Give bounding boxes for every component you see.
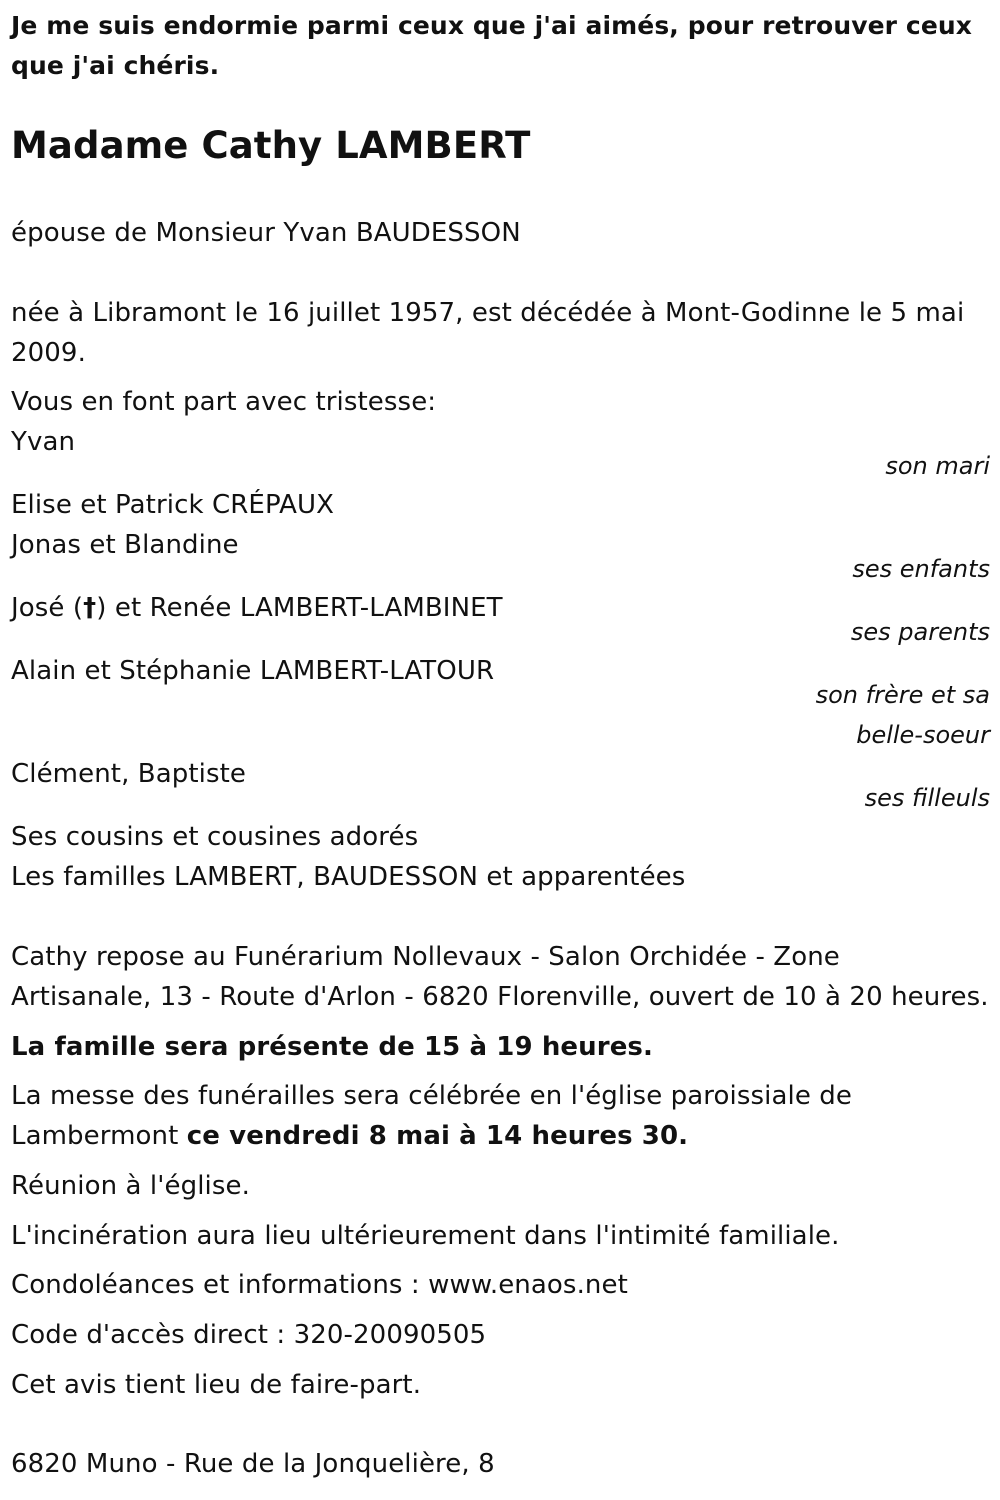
family-children-relation: ses enfants — [852, 555, 990, 583]
deceased-name: Madame Cathy LAMBERT — [11, 124, 531, 167]
mass-date-time: ce vendredi 8 mai à 14 heures 30. — [186, 1121, 689, 1151]
address-line: 6820 Muno - Rue de la Jonquelière, 8 — [11, 1449, 495, 1479]
rest-line-1: Cathy repose au Funérarium Nollevaux - Salon Orchidée - Zone — [11, 942, 840, 972]
family-godchildren-relation: ses filleuls — [864, 784, 990, 812]
family-husband-relation: son mari — [885, 452, 990, 480]
family-cousins: Ses cousins et cousines adorés — [11, 822, 419, 852]
mass-line-2 — [11, 1116, 688, 1156]
condolences-line: Condoléances et informations : www.enaos.net — [11, 1270, 628, 1300]
family-siblings-relation-1: son frère et sa — [815, 681, 990, 709]
rest-line-2: Artisanale, 13 - Route d'Arlon - 6820 Florenville, ouvert de 10 à 20 heures. — [11, 982, 989, 1012]
family-child-1: Elise et Patrick CRÉPAUX — [11, 490, 334, 520]
family-parents-relation: ses parents — [850, 618, 990, 646]
spouse-line: épouse de Monsieur Yvan BAUDESSON — [11, 218, 521, 248]
family-presence: La famille sera présente de 15 à 19 heures. — [11, 1032, 653, 1062]
quote-line-2: que j'ai chéris. — [11, 51, 220, 80]
cremation-line: L'incinération aura lieu ultérieurement dans l'intimité familiale. — [11, 1221, 840, 1251]
family-parents-name — [11, 588, 503, 628]
family-godchildren-name: Clément, Baptiste — [11, 759, 247, 789]
birth-death-line-2: 2009. — [11, 338, 86, 368]
notice-line: Cet avis tient lieu de faire-part. — [11, 1370, 422, 1400]
parents-name-after: ) et Renée LAMBERT-LAMBINET — [96, 593, 503, 623]
access-code-line: Code d'accès direct : 320-20090505 — [11, 1320, 487, 1350]
family-siblings-relation-2: belle-soeur — [856, 721, 990, 749]
announcement: Vous en font part avec tristesse: — [11, 387, 437, 417]
parents-name-before: José ( — [11, 593, 84, 623]
birth-death-line-1: née à Libramont le 16 juillet 1957, est décédée à Mont-Godinne le 5 mai — [11, 298, 965, 328]
family-families: Les familles LAMBERT, BAUDESSON et apparentées — [11, 862, 686, 892]
quote-line-1: Je me suis endormie parmi ceux que j'ai aimés, pour retrouver ceux — [11, 11, 973, 40]
mass-line-1: La messe des funérailles sera célébrée en l'église paroissiale de — [11, 1081, 852, 1111]
meeting-line: Réunion à l'église. — [11, 1171, 250, 1201]
family-child-2: Jonas et Blandine — [11, 530, 239, 560]
cross-icon: † — [83, 593, 97, 623]
family-siblings-name: Alain et Stéphanie LAMBERT-LATOUR — [11, 656, 495, 686]
family-husband-name: Yvan — [11, 427, 76, 457]
mass-line-2-prefix: Lambermont — [11, 1121, 187, 1151]
